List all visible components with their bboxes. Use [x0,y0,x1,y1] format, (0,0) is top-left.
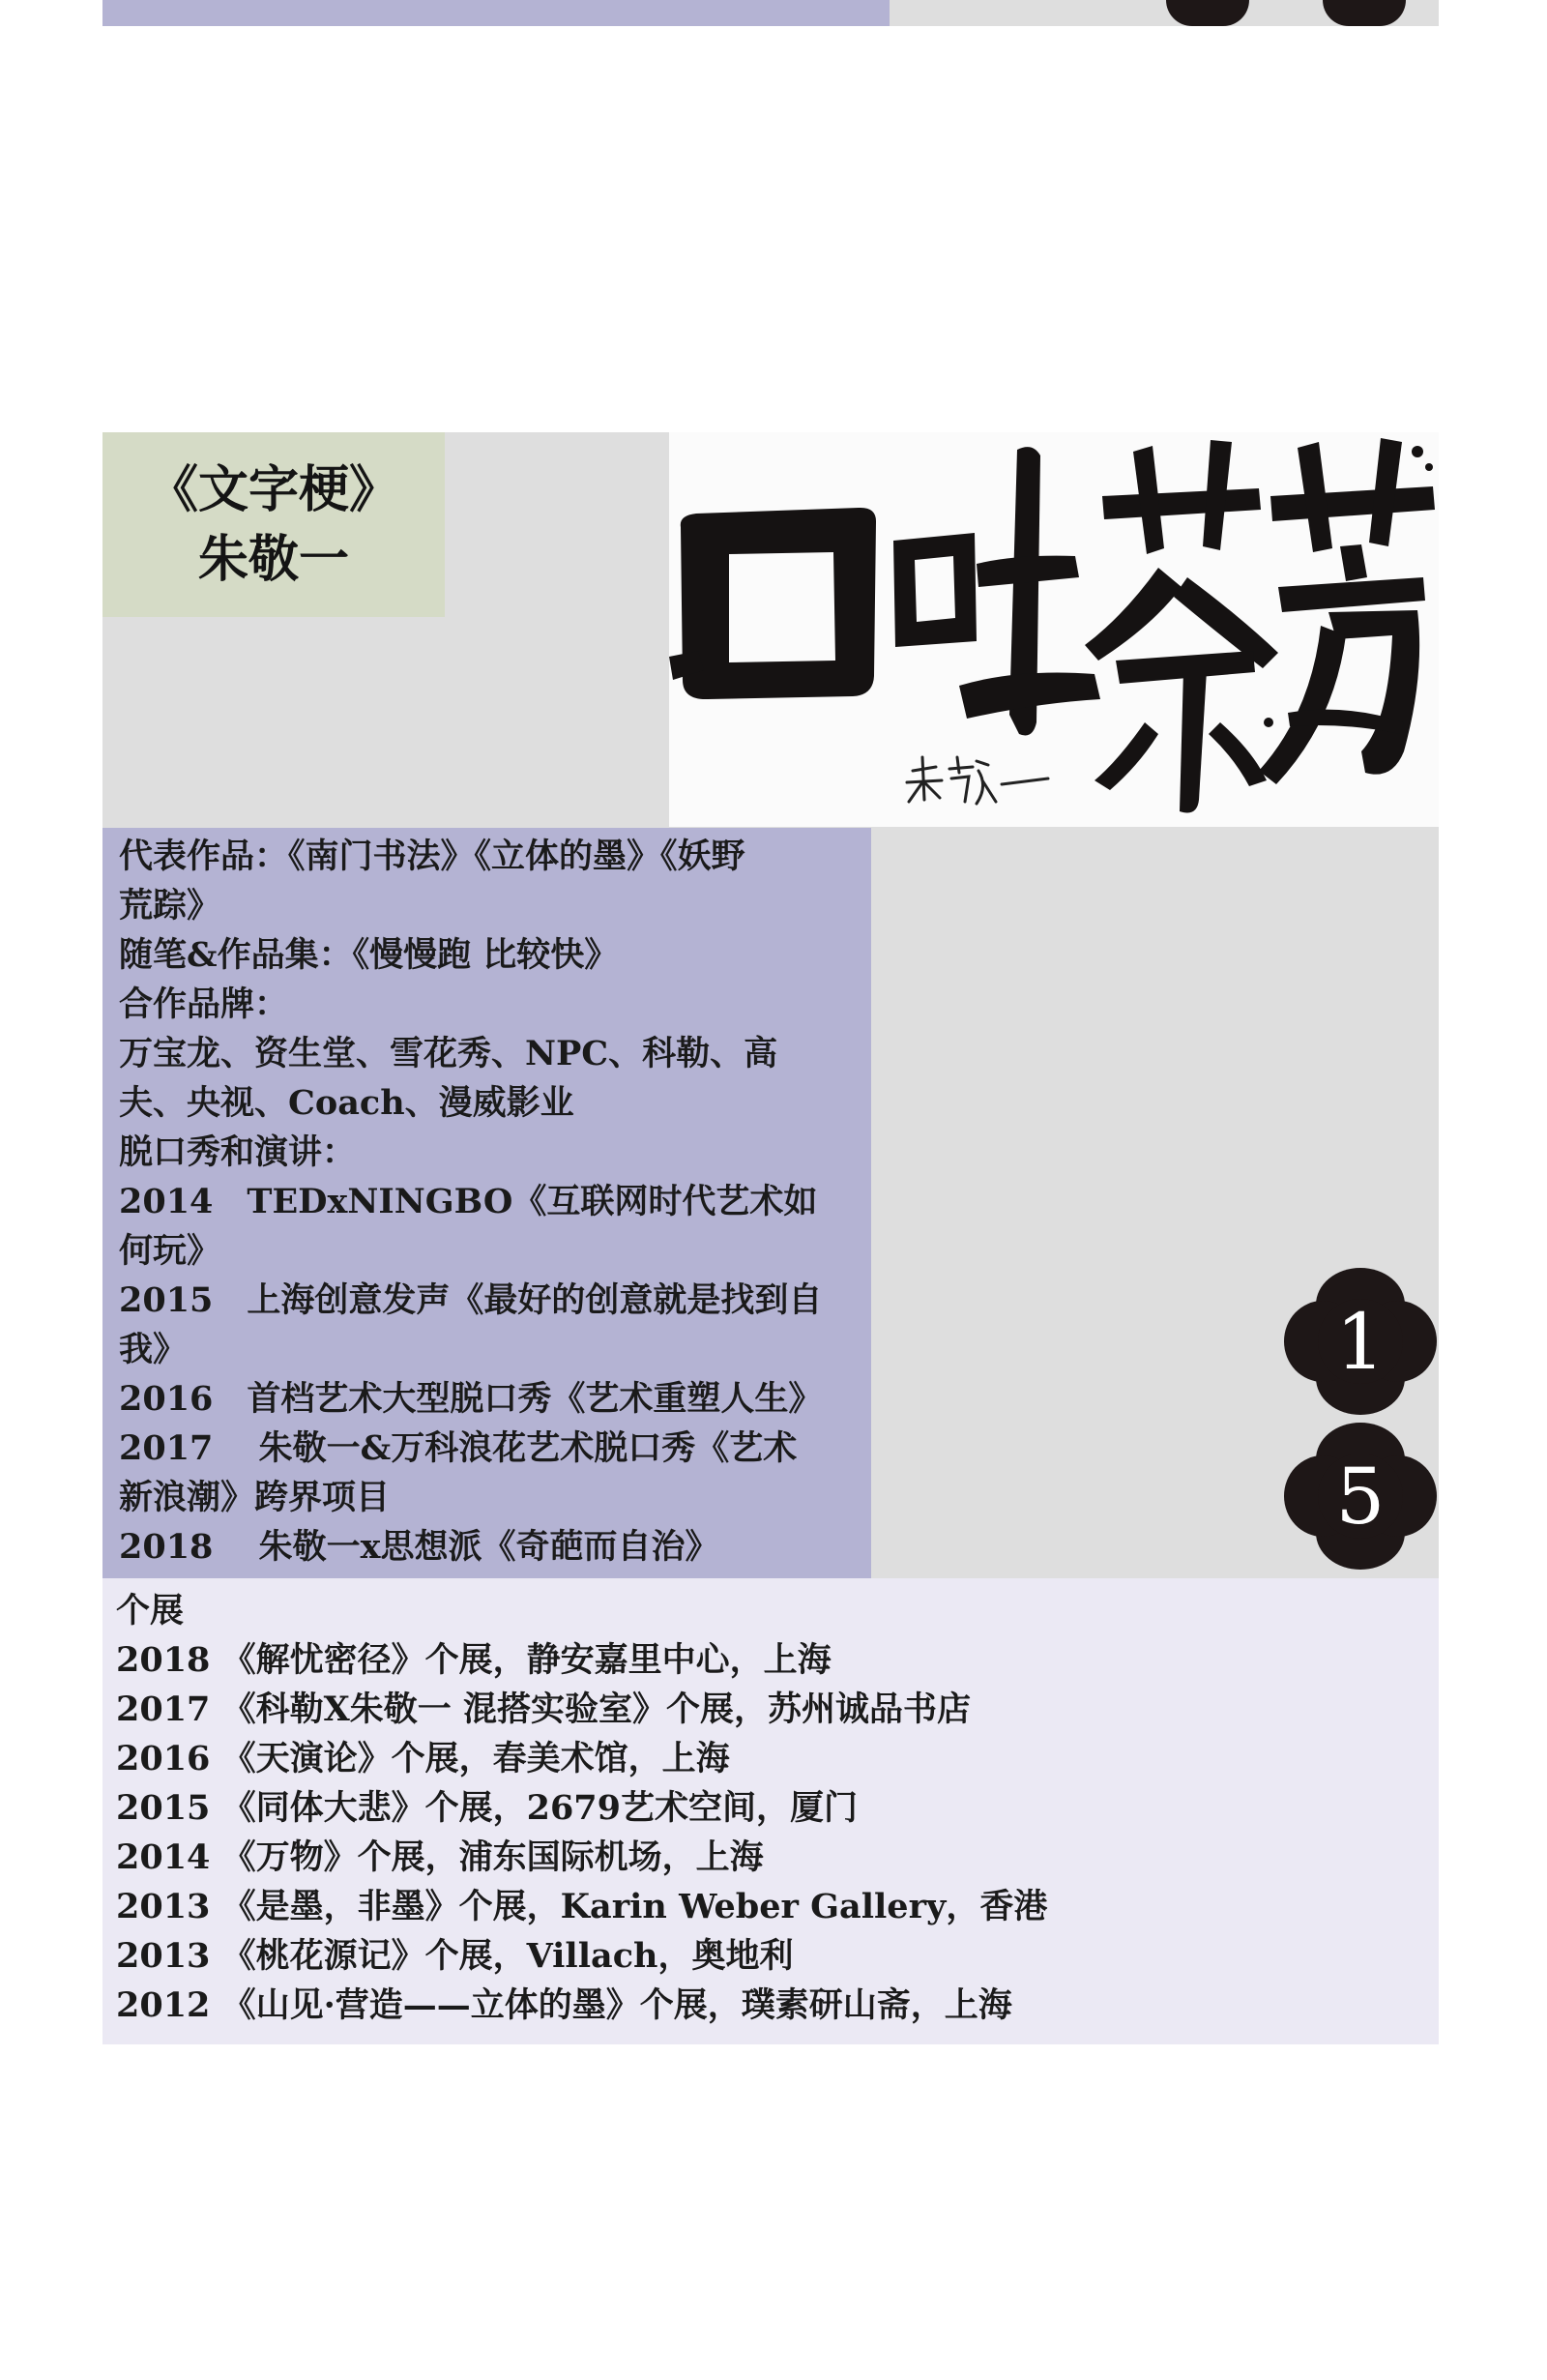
top-strip-lavender [102,0,890,26]
page-badge [1282,1419,1439,1573]
exhibition-item: 2018 《解忧密径》个展，静安嘉里中心，上海 [116,1640,832,1680]
works-line: 2016 首档艺术大型脱口秀《艺术重塑人生》 [119,1379,823,1419]
works-line: 代表作品：《南门书法》《立体的墨》《妖野 [119,837,745,876]
exhibition-item: 2014 《万物》个展，浦东国际机场，上海 [116,1837,764,1877]
works-box [102,828,871,1578]
exhibitions-box [102,1578,1439,2044]
works-line: 夫、央视、Coach、漫威影业 [119,1083,574,1123]
works-line: 荒踪》 [119,886,221,926]
page-digit: 1 [1335,1296,1386,1387]
exhibition-item: 2013 《是墨，非墨》个展，Karin Weber Gallery，香港 [116,1887,1048,1926]
works-line: 随笔&作品集：《慢慢跑 比较快》 [119,935,619,975]
works-line: 我》 [119,1330,188,1369]
works-line: 脱口秀和演讲： [119,1132,357,1172]
exhibition-item: 2012 《山见·营造——立体的墨》个展，璞素研山斋，上海 [116,1985,1012,2025]
title-box [102,432,445,617]
works-line: 新浪潮》跨界项目 [119,1478,391,1517]
works-line: 合作品牌： [119,984,289,1024]
exhibitions-heading: 个展 [116,1591,185,1631]
works-line: 2015 上海创意发声《最好的创意就是找到自 [119,1280,823,1320]
page-digit: 5 [1335,1451,1386,1542]
works-line: 何玩》 [119,1231,221,1271]
works-line: 万宝龙、资生堂、雪花秀、NPC、科勒、高 [119,1034,778,1073]
calligraphy-image [669,432,1439,827]
exhibition-item: 2017 《科勒X朱敬一 混搭实验室》个展，苏州诚品书店 [116,1690,971,1729]
top-blob-shape [1323,0,1406,26]
page-badge [1282,1264,1439,1419]
artist-name: 朱敬一 [197,529,349,589]
title-line: 《文字梗》 [147,459,399,519]
works-line: 2018 朱敬一x思想派《奇葩而自治》 [119,1527,719,1567]
works-line: 2014 TEDxNINGBO《互联网时代艺术如 [119,1182,818,1221]
calligraphy-artwork [669,432,1439,827]
exhibition-item: 2015 《同体大悲》个展，2679艺术空间，厦门 [116,1788,859,1828]
works-line: 2017 朱敬一&万科浪花艺术脱口秀《艺术 [119,1428,798,1468]
exhibition-item: 2013 《桃花源记》个展，Villach，奥地利 [116,1936,794,1976]
top-blob-shape [1166,0,1249,26]
exhibition-item: 2016 《天演论》个展，春美术馆，上海 [116,1739,730,1778]
